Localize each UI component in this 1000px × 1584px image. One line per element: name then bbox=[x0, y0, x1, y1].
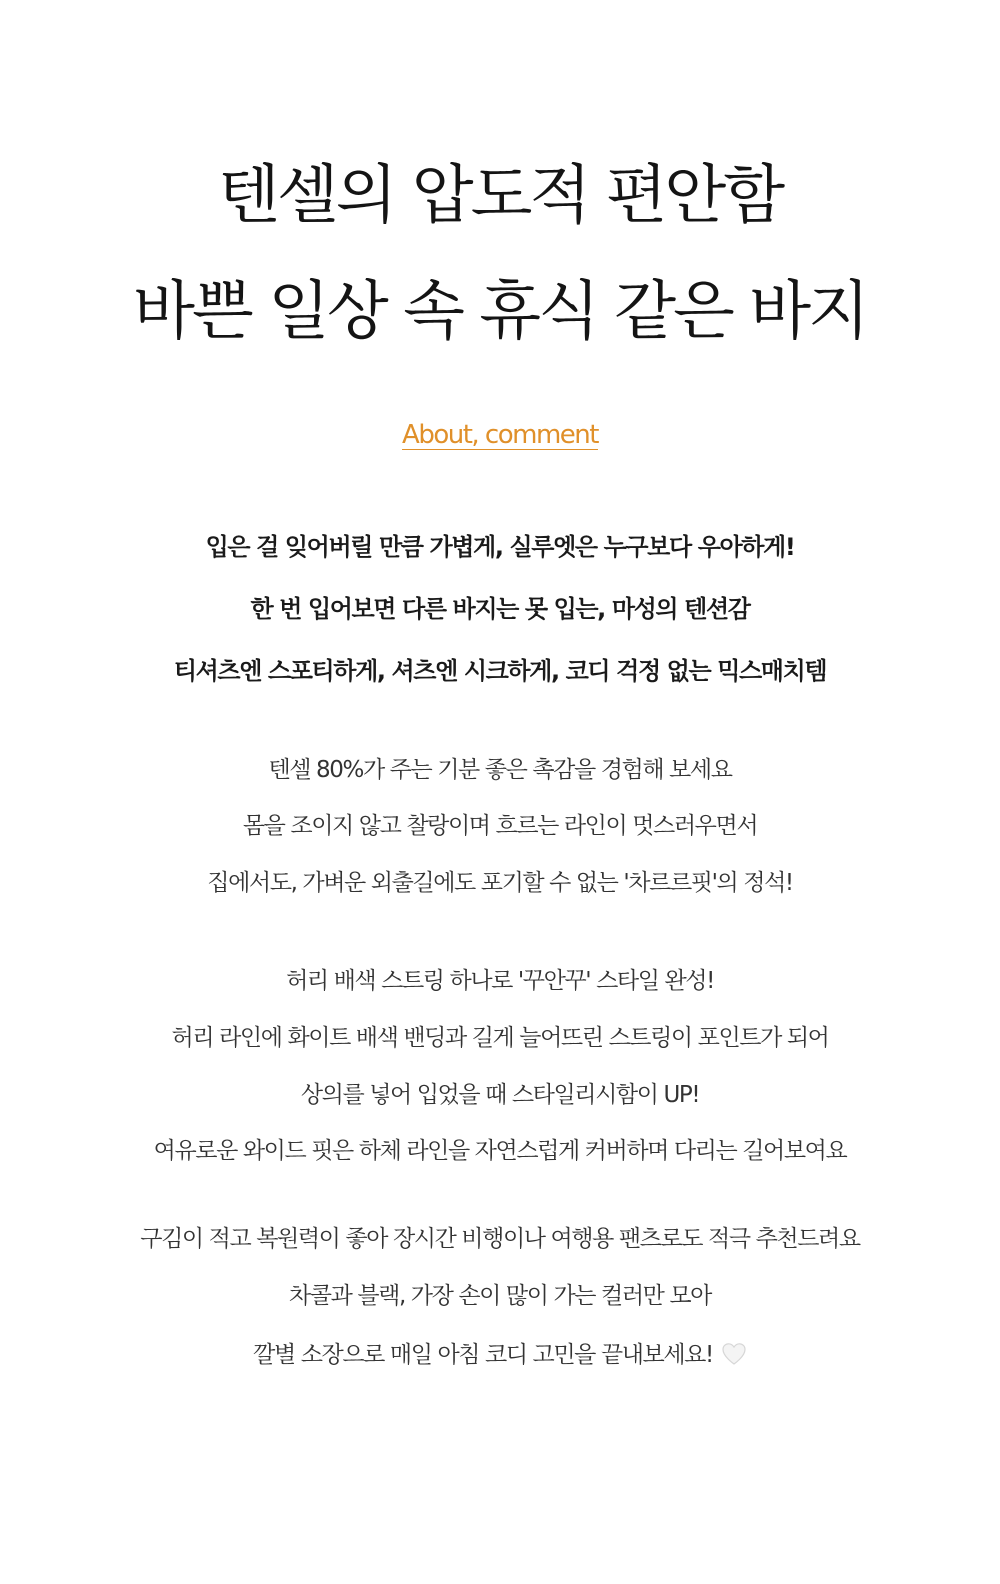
headline-line-1: 텐셀의 압도적 편안함 bbox=[217, 159, 783, 233]
headline-line-2: 바쁜 일상 속 휴식 같은 바지 bbox=[133, 275, 867, 349]
paragraph-3-line-3-text: 깔별 소장으로 매일 아침 코디 고민을 끝내보세요! bbox=[253, 1342, 713, 1368]
paragraph-3-line-3 bbox=[0, 1342, 1000, 1367]
highlight-line-3: 티셔츠엔 스포티하게, 셔츠엔 시크하게, 코디 걱정 없는 믹스매치템 bbox=[173, 657, 827, 685]
paragraph-1-line-3: 집에서도, 가벼운 외출길에도 포기할 수 없는 '차르르핏'의 정석! bbox=[207, 870, 793, 896]
highlight-line-2: 한 번 입어보면 다른 바지는 못 입는, 마성의 텐션감 bbox=[250, 595, 750, 623]
highlight-line-1: 입은 걸 잊어버릴 만큼 가볍게, 실루엣은 누구보다 우아하게! bbox=[205, 533, 795, 561]
about-comment-link[interactable]: About, comment bbox=[402, 420, 598, 450]
paragraph-2-line-4: 여유로운 와이드 핏은 하체 라인을 자연스럽게 커버하며 다리는 길어보여요 bbox=[153, 1138, 847, 1164]
about-section bbox=[0, 422, 1000, 448]
paragraph-3-line-2: 차콜과 블랙, 가장 손이 많이 가는 컬러만 모아 bbox=[288, 1283, 711, 1309]
paragraph-3-line-1: 구김이 적고 복원력이 좋아 장시간 비행이나 여행용 팬츠로도 적극 추천드려요 bbox=[140, 1226, 860, 1252]
white-heart-icon bbox=[721, 1342, 747, 1366]
paragraph-1-line-1: 텐셀 80%가 주는 기분 좋은 촉감을 경험해 보세요 bbox=[268, 757, 732, 783]
paragraph-2-line-2: 허리 라인에 화이트 배색 밴딩과 길게 늘어뜨린 스트링이 포인트가 되어 bbox=[171, 1025, 829, 1051]
paragraph-2-line-1: 허리 배색 스트링 하나로 '꾸안꾸' 스타일 완성! bbox=[286, 968, 714, 994]
paragraph-1-line-2: 몸을 조이지 않고 찰랑이며 흐르는 라인이 멋스러우면서 bbox=[242, 813, 758, 839]
paragraph-2-line-3: 상의를 넣어 입었을 때 스타일리시함이 UP! bbox=[300, 1082, 700, 1108]
